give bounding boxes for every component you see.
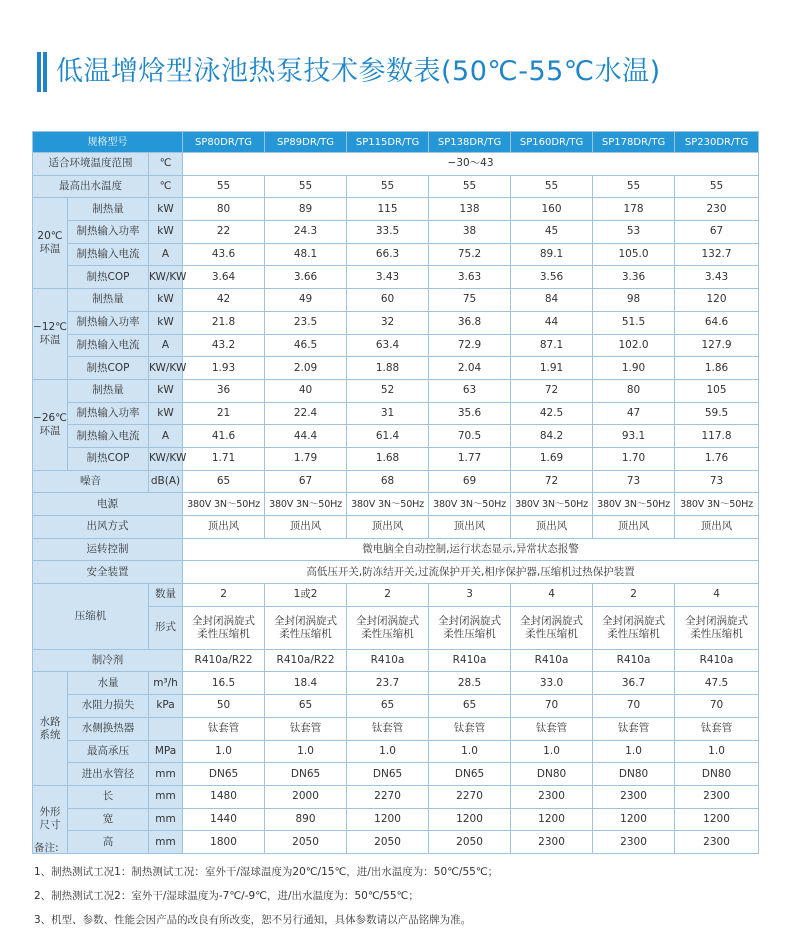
value-cell: 2050: [347, 831, 429, 854]
value-cell: 全封闭涡旋式柔性压缩机: [593, 606, 675, 649]
spec-table: [32, 131, 759, 854]
value-cell: 1或2: [265, 584, 347, 607]
value-cell: 89.1: [511, 243, 593, 266]
value-cell: 21.8: [183, 311, 265, 334]
note-line: 1、制热测试工况1：制热测试工况：室外干/湿球温度为20℃/15℃，进/出水温度为：50℃/55℃；: [34, 866, 499, 878]
value-cell: 1.0: [675, 740, 759, 763]
value-cell: 51.5: [593, 311, 675, 334]
value-cell: 63.4: [347, 334, 429, 357]
value-cell: 47: [593, 402, 675, 425]
unit-cell: KW/KW: [149, 266, 183, 289]
value-cell: 1.69: [511, 447, 593, 470]
table-row: [33, 379, 759, 402]
unit-cell: kW: [149, 402, 183, 425]
row-label: 制热COP: [68, 447, 149, 470]
value-cell: 55: [675, 175, 759, 198]
row-label: 长: [68, 785, 149, 808]
row-label: 制热量: [68, 289, 149, 312]
value-cell: 70.5: [429, 425, 511, 448]
value-cell: 87.1: [511, 334, 593, 357]
table-row: [33, 470, 759, 493]
table-row: [33, 198, 759, 221]
table-row: [33, 132, 759, 153]
value-cell: 48.1: [265, 243, 347, 266]
value-cell: 36.7: [593, 672, 675, 695]
row-label: 高: [68, 831, 149, 854]
table-row: [33, 153, 759, 176]
value-cell: 顶出风: [347, 516, 429, 539]
value-cell: 98: [593, 289, 675, 312]
row-label: 制热量: [68, 198, 149, 221]
value-cell: 41.6: [183, 425, 265, 448]
note-line: 3、机型、参数、性能会因产品的改良有所改变，恕不另行通知，具体参数请以产品铭牌为准。: [34, 914, 472, 926]
value-cell: 全封闭涡旋式柔性压缩机: [429, 606, 511, 649]
value-cell: 1.90: [593, 357, 675, 380]
value-cell: 1200: [347, 808, 429, 831]
value-cell: 1.91: [511, 357, 593, 380]
value-cell: 102.0: [593, 334, 675, 357]
value-cell: 31: [347, 402, 429, 425]
row-label: 制热输入功率: [68, 311, 149, 334]
value-cell: −30～43: [183, 153, 759, 176]
value-cell: 顶出风: [593, 516, 675, 539]
row-label: 噪音: [33, 470, 149, 493]
value-cell: 3.43: [347, 266, 429, 289]
value-cell: 55: [429, 175, 511, 198]
value-cell: 178: [593, 198, 675, 221]
value-cell: 120: [675, 289, 759, 312]
value-cell: 89: [265, 198, 347, 221]
table-row: [33, 649, 759, 672]
table-row: [33, 243, 759, 266]
value-cell: 全封闭涡旋式柔性压缩机: [265, 606, 347, 649]
value-cell: R410a: [675, 649, 759, 672]
value-cell: R410a: [429, 649, 511, 672]
value-cell: 1440: [183, 808, 265, 831]
value-cell: 138: [429, 198, 511, 221]
value-cell: 72.9: [429, 334, 511, 357]
value-cell: 105: [675, 379, 759, 402]
value-cell: 2270: [347, 785, 429, 808]
value-cell: 68: [347, 470, 429, 493]
value-cell: 2: [347, 584, 429, 607]
value-cell: DN65: [429, 763, 511, 786]
value-cell: DN65: [347, 763, 429, 786]
value-cell: 1.71: [183, 447, 265, 470]
value-cell: 132.7: [675, 243, 759, 266]
value-cell: 3.64: [183, 266, 265, 289]
table-row: [33, 740, 759, 763]
value-cell: 84: [511, 289, 593, 312]
unit-cell: 形式: [149, 606, 183, 649]
value-cell: 44.4: [265, 425, 347, 448]
value-cell: R410a: [511, 649, 593, 672]
value-cell: R410a: [347, 649, 429, 672]
value-cell: 18.4: [265, 672, 347, 695]
table-row: [33, 763, 759, 786]
value-cell: 50: [183, 695, 265, 718]
value-cell: 65: [265, 695, 347, 718]
value-cell: 顶出风: [429, 516, 511, 539]
unit-cell: kPa: [149, 695, 183, 718]
value-cell: 42.5: [511, 402, 593, 425]
unit-cell: 数量: [149, 584, 183, 607]
value-cell: 160: [511, 198, 593, 221]
value-cell: 16.5: [183, 672, 265, 695]
group-label: −12℃ 环温: [33, 289, 68, 380]
value-cell: 2: [183, 584, 265, 607]
value-cell: 55: [593, 175, 675, 198]
value-cell: 59.5: [675, 402, 759, 425]
value-cell: 1.93: [183, 357, 265, 380]
value-cell: 64.6: [675, 311, 759, 334]
value-cell: 47.5: [675, 672, 759, 695]
value-cell: 1.76: [675, 447, 759, 470]
unit-cell: A: [149, 425, 183, 448]
row-label: 水阻力损失: [68, 695, 149, 718]
value-cell: 70: [593, 695, 675, 718]
unit-cell: m³/h: [149, 672, 183, 695]
row-label: 进出水管径: [68, 763, 149, 786]
value-cell: 72: [511, 379, 593, 402]
value-cell: 2300: [511, 785, 593, 808]
value-cell: DN65: [265, 763, 347, 786]
value-cell: 微电脑全自动控制,运行状态显示,异常状态报警: [183, 538, 759, 561]
value-cell: 65: [183, 470, 265, 493]
value-cell: 1.0: [347, 740, 429, 763]
row-label: 制热输入功率: [68, 221, 149, 244]
value-cell: 1200: [593, 808, 675, 831]
value-cell: 84.2: [511, 425, 593, 448]
row-label: 宽: [68, 808, 149, 831]
value-cell: 80: [183, 198, 265, 221]
unit-cell: KW/KW: [149, 447, 183, 470]
value-cell: 全封闭涡旋式柔性压缩机: [183, 606, 265, 649]
table-row: [33, 289, 759, 312]
table-row: [33, 221, 759, 244]
value-cell: 1.68: [347, 447, 429, 470]
value-cell: 3: [429, 584, 511, 607]
value-cell: 全封闭涡旋式柔性压缩机: [675, 606, 759, 649]
value-cell: 40: [265, 379, 347, 402]
value-cell: 1.0: [511, 740, 593, 763]
title-accent-bars: [37, 52, 47, 92]
value-cell: 23.7: [347, 672, 429, 695]
value-cell: 43.2: [183, 334, 265, 357]
unit-cell: kW: [149, 198, 183, 221]
value-cell: 380V 3N～50Hz: [183, 493, 265, 516]
value-cell: 55: [347, 175, 429, 198]
table-row: [33, 672, 759, 695]
value-cell: 22: [183, 221, 265, 244]
unit-cell: [149, 717, 183, 740]
model-header: SP160DR/TG: [511, 132, 593, 153]
value-cell: R410a/R22: [183, 649, 265, 672]
row-label: 适合环境温度范围: [33, 153, 149, 176]
row-label: 出风方式: [33, 516, 183, 539]
value-cell: 2050: [429, 831, 511, 854]
value-cell: 钛套管: [183, 717, 265, 740]
value-cell: 70: [511, 695, 593, 718]
model-header: SP178DR/TG: [593, 132, 675, 153]
title-accent-bar: [37, 52, 41, 92]
value-cell: 53: [593, 221, 675, 244]
table-row: [33, 357, 759, 380]
value-cell: 2000: [265, 785, 347, 808]
value-cell: 钛套管: [593, 717, 675, 740]
value-cell: 52: [347, 379, 429, 402]
value-cell: 顶出风: [265, 516, 347, 539]
value-cell: 高低压开关,防冻结开关,过流保护开关,相序保护器,压缩机过热保护装置: [183, 561, 759, 584]
value-cell: DN80: [675, 763, 759, 786]
value-cell: 80: [593, 379, 675, 402]
value-cell: 36.8: [429, 311, 511, 334]
row-label: 最高承压: [68, 740, 149, 763]
value-cell: 2300: [675, 785, 759, 808]
value-cell: 75.2: [429, 243, 511, 266]
value-cell: 75: [429, 289, 511, 312]
value-cell: 45: [511, 221, 593, 244]
value-cell: 1.77: [429, 447, 511, 470]
value-cell: 380V 3N～50Hz: [675, 493, 759, 516]
value-cell: 22.4: [265, 402, 347, 425]
value-cell: 1.0: [183, 740, 265, 763]
value-cell: 4: [675, 584, 759, 607]
notes: [34, 836, 498, 932]
value-cell: 2.09: [265, 357, 347, 380]
value-cell: 3.63: [429, 266, 511, 289]
value-cell: 380V 3N～50Hz: [347, 493, 429, 516]
value-cell: 33.5: [347, 221, 429, 244]
value-cell: 72: [511, 470, 593, 493]
value-cell: 73: [675, 470, 759, 493]
value-cell: 380V 3N～50Hz: [593, 493, 675, 516]
notes-heading: 备注:: [34, 842, 59, 854]
value-cell: 1800: [183, 831, 265, 854]
value-cell: 55: [511, 175, 593, 198]
value-cell: 380V 3N～50Hz: [429, 493, 511, 516]
value-cell: 顶出风: [675, 516, 759, 539]
table-row: [33, 695, 759, 718]
value-cell: 33.0: [511, 672, 593, 695]
unit-cell: mm: [149, 831, 183, 854]
value-cell: 890: [265, 808, 347, 831]
value-cell: 105.0: [593, 243, 675, 266]
row-label: 制热量: [68, 379, 149, 402]
model-header: SP89DR/TG: [265, 132, 347, 153]
table-row: [33, 175, 759, 198]
value-cell: 钛套管: [347, 717, 429, 740]
value-cell: 1200: [511, 808, 593, 831]
page-title: 低温增焓型泳池热泵技术参数表(50℃-55℃水温): [56, 56, 661, 87]
value-cell: 55: [265, 175, 347, 198]
row-label: 制热COP: [68, 266, 149, 289]
table-row: [33, 266, 759, 289]
value-cell: 2.04: [429, 357, 511, 380]
table-row: [33, 447, 759, 470]
model-header: SP230DR/TG: [675, 132, 759, 153]
value-cell: 3.36: [593, 266, 675, 289]
row-label: 制热输入功率: [68, 402, 149, 425]
value-cell: 1.0: [429, 740, 511, 763]
value-cell: 钛套管: [511, 717, 593, 740]
value-cell: 380V 3N～50Hz: [265, 493, 347, 516]
row-label: 水量: [68, 672, 149, 695]
unit-cell: ℃: [149, 153, 183, 176]
value-cell: 2300: [593, 785, 675, 808]
value-cell: 21: [183, 402, 265, 425]
table-row: [33, 717, 759, 740]
value-cell: 28.5: [429, 672, 511, 695]
value-cell: 1200: [429, 808, 511, 831]
value-cell: 43.6: [183, 243, 265, 266]
value-cell: 钛套管: [675, 717, 759, 740]
table-row: [33, 785, 759, 808]
value-cell: 67: [675, 221, 759, 244]
value-cell: 66.3: [347, 243, 429, 266]
value-cell: 32: [347, 311, 429, 334]
row-label: 制热输入电流: [68, 334, 149, 357]
row-label: 电源: [33, 493, 183, 516]
row-label: 制冷剂: [33, 649, 183, 672]
table-row: [33, 561, 759, 584]
unit-cell: A: [149, 334, 183, 357]
unit-cell: MPa: [149, 740, 183, 763]
value-cell: R410a: [593, 649, 675, 672]
value-cell: 70: [675, 695, 759, 718]
value-cell: 63: [429, 379, 511, 402]
value-cell: 3.66: [265, 266, 347, 289]
value-cell: 顶出风: [183, 516, 265, 539]
value-cell: 36: [183, 379, 265, 402]
value-cell: 44: [511, 311, 593, 334]
row-label: 制热输入电流: [68, 425, 149, 448]
value-cell: 钛套管: [429, 717, 511, 740]
unit-cell: ℃: [149, 175, 183, 198]
unit-cell: mm: [149, 785, 183, 808]
value-cell: 1.79: [265, 447, 347, 470]
value-cell: 3.43: [675, 266, 759, 289]
row-label: 制热COP: [68, 357, 149, 380]
unit-cell: kW: [149, 289, 183, 312]
model-header: SP80DR/TG: [183, 132, 265, 153]
value-cell: 127.9: [675, 334, 759, 357]
model-header: SP138DR/TG: [429, 132, 511, 153]
value-cell: 2270: [429, 785, 511, 808]
group-label: 20℃ 环温: [33, 198, 68, 289]
row-label: 运转控制: [33, 538, 183, 561]
value-cell: 230: [675, 198, 759, 221]
value-cell: 38: [429, 221, 511, 244]
value-cell: 65: [347, 695, 429, 718]
unit-cell: mm: [149, 763, 183, 786]
value-cell: 3.56: [511, 266, 593, 289]
table-row: [33, 402, 759, 425]
value-cell: 380V 3N～50Hz: [511, 493, 593, 516]
table-row: [33, 311, 759, 334]
table-row: [33, 425, 759, 448]
group-label: 水路 系统: [33, 672, 68, 785]
value-cell: 1.70: [593, 447, 675, 470]
unit-cell: kW: [149, 221, 183, 244]
row-label: 安全装置: [33, 561, 183, 584]
group-label: 外形 尺寸: [33, 785, 68, 853]
unit-cell: kW: [149, 379, 183, 402]
value-cell: 49: [265, 289, 347, 312]
value-cell: 1.88: [347, 357, 429, 380]
value-cell: 55: [183, 175, 265, 198]
value-cell: 24.3: [265, 221, 347, 244]
row-label: 水侧换热器: [68, 717, 149, 740]
value-cell: 1200: [675, 808, 759, 831]
value-cell: 67: [265, 470, 347, 493]
table-row: [33, 584, 759, 607]
value-cell: 35.6: [429, 402, 511, 425]
value-cell: DN80: [593, 763, 675, 786]
value-cell: 42: [183, 289, 265, 312]
row-label: 制热输入电流: [68, 243, 149, 266]
table-row: [33, 538, 759, 561]
value-cell: 69: [429, 470, 511, 493]
value-cell: 117.8: [675, 425, 759, 448]
value-cell: 46.5: [265, 334, 347, 357]
value-cell: 钛套管: [265, 717, 347, 740]
unit-cell: KW/KW: [149, 357, 183, 380]
value-cell: 93.1: [593, 425, 675, 448]
unit-cell: mm: [149, 808, 183, 831]
value-cell: 顶出风: [511, 516, 593, 539]
value-cell: 1.0: [593, 740, 675, 763]
value-cell: 65: [429, 695, 511, 718]
row-label: 最高出水温度: [33, 175, 149, 198]
value-cell: 60: [347, 289, 429, 312]
model-header: SP115DR/TG: [347, 132, 429, 153]
value-cell: DN80: [511, 763, 593, 786]
note-line: 2、制热测试工况2：室外干/湿球温度为-7℃/-9℃，进/出水温度为：50℃/55℃；: [34, 890, 419, 902]
value-cell: 2300: [511, 831, 593, 854]
value-cell: 2300: [593, 831, 675, 854]
unit-cell: dB(A): [149, 470, 183, 493]
value-cell: 61.4: [347, 425, 429, 448]
value-cell: 73: [593, 470, 675, 493]
title-accent-bar: [43, 52, 47, 92]
value-cell: 1.0: [265, 740, 347, 763]
value-cell: 1480: [183, 785, 265, 808]
group-label: −26℃ 环温: [33, 379, 68, 470]
value-cell: 全封闭涡旋式柔性压缩机: [347, 606, 429, 649]
value-cell: 1.86: [675, 357, 759, 380]
group-label: 压缩机: [33, 584, 149, 650]
value-cell: 2: [593, 584, 675, 607]
value-cell: R410a/R22: [265, 649, 347, 672]
value-cell: 4: [511, 584, 593, 607]
value-cell: 2300: [675, 831, 759, 854]
value-cell: 2050: [265, 831, 347, 854]
table-row: [33, 516, 759, 539]
value-cell: 115: [347, 198, 429, 221]
table-row: [33, 493, 759, 516]
value-cell: 全封闭涡旋式柔性压缩机: [511, 606, 593, 649]
unit-cell: kW: [149, 311, 183, 334]
table-row: [33, 808, 759, 831]
unit-cell: A: [149, 243, 183, 266]
table-row: [33, 334, 759, 357]
value-cell: DN65: [183, 763, 265, 786]
value-cell: 23.5: [265, 311, 347, 334]
header-label: 规格型号: [33, 132, 183, 153]
